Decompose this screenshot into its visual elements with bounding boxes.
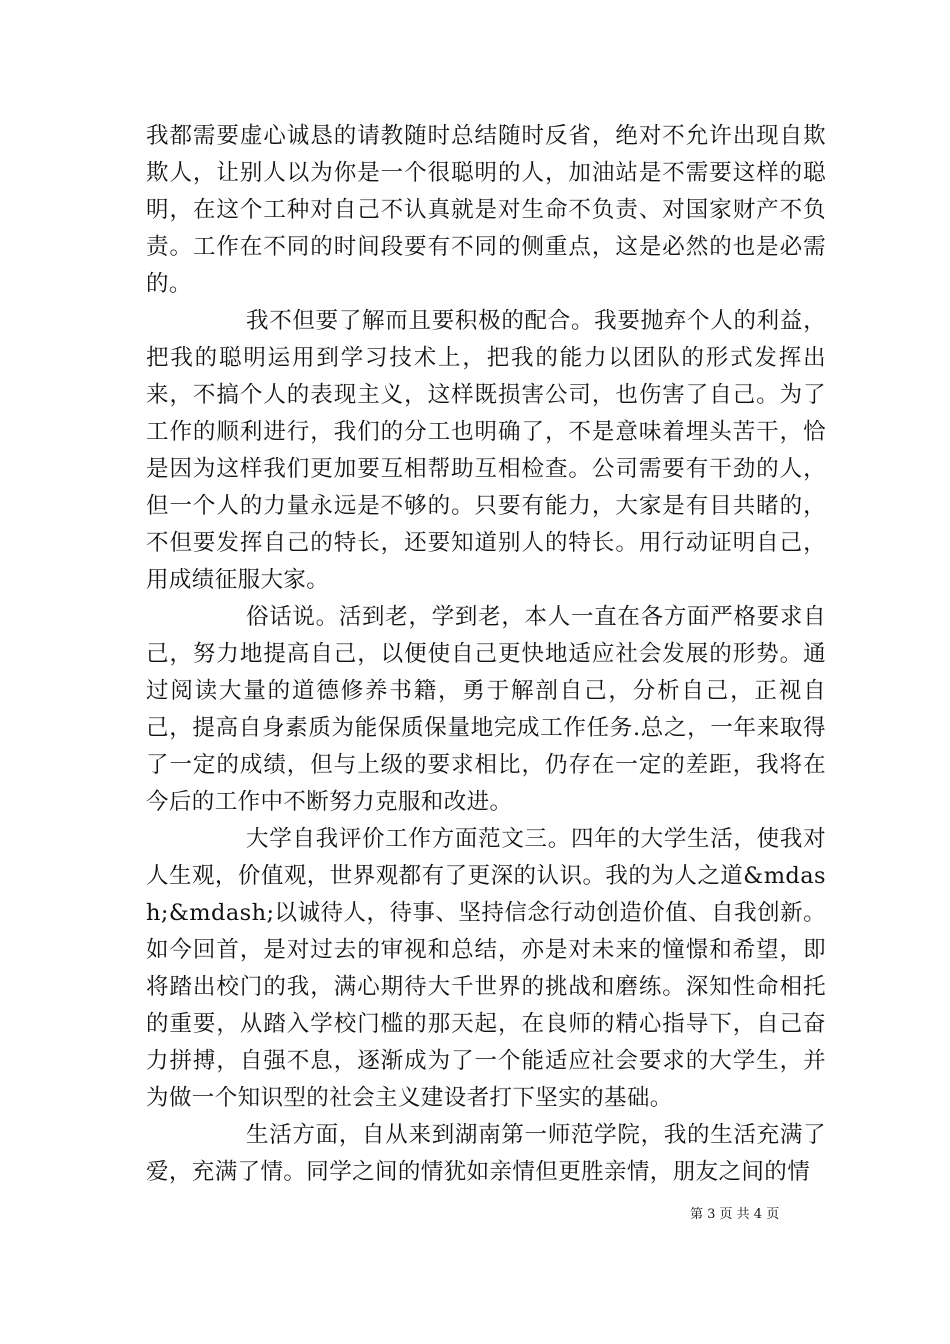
page-number-footer: 第 3 页 共 4 页 [690,1207,780,1222]
paragraph-continuation: 我都需要虚心诚恳的请教随时总结随时反省，绝对不允许出现自欺欺人，让别人以为你是一个很聪明的人，加油站是不需要这样的聪明，在这个工种对自己不认真就是对生命不负责、对国家财产不负责。工作在不同的时间段要有不同的侧重点，这是必然的也是必需的。 [146,123,826,297]
paragraph-self-improvement: 俗话说。活到老，学到老，本人一直在各方面严格要求自己，努力地提高自己，以便使自己更快地适应社会发展的形势。通过阅读大量的道德修养书籍，勇于解剖自己，分析自己，正视自己，提高自身素质为能保质保量地完成工作任务.总之，一年来取得了一定的成绩，但与上级的要求相比，仍存在一定的差距，我将在今后的工作中不断努力克服和改进。 [146,604,826,815]
paragraph-life: 生活方面，自从来到湖南第一师范学院，我的生活充满了爱，充满了情。同学之间的情犹如亲情但更胜亲情，朋友之间的情 [146,1122,826,1185]
paragraph-sample-three: 大学自我评价工作方面范文三。四年的大学生活，使我对人生观，价值观，世界观都有了更深的认识。我的为人之道&mdash;&mdash;以诚待人，待事、坚持信念行动创造价值、自我创新。如今回首，是对过去的审视和总结，亦是对未来的憧憬和希望，即将踏出校门的我，满心期待大千世界的挑战和磨练。深知性命相托的重要，从踏入学校门槛的那天起，在良师的精心指导下，自己奋力拼搏，自强不息，逐渐成为了一个能适应社会要求的大学生，并为做一个知识型的社会主义建设者打下坚实的基础。 [146,826,826,1111]
document-body [146,118,826,1191]
paragraph-teamwork: 我不但要了解而且要积极的配合。我要抛弃个人的利益，把我的聪明运用到学习技术上，把我的能力以团队的形式发挥出来，不搞个人的表现主义，这样既损害公司，也伤害了自己。为了工作的顺利进行，我们的分工也明确了，不是意味着埋头苦干，恰是因为这样我们更加要互相帮助互相检查。公司需要有干劲的人，但一个人的力量永远是不够的。只要有能力，大家是有目共睹的，不但要发挥自己的特长，还要知道别人的特长。用行动证明自己，用成绩征服大家。 [146,308,826,593]
